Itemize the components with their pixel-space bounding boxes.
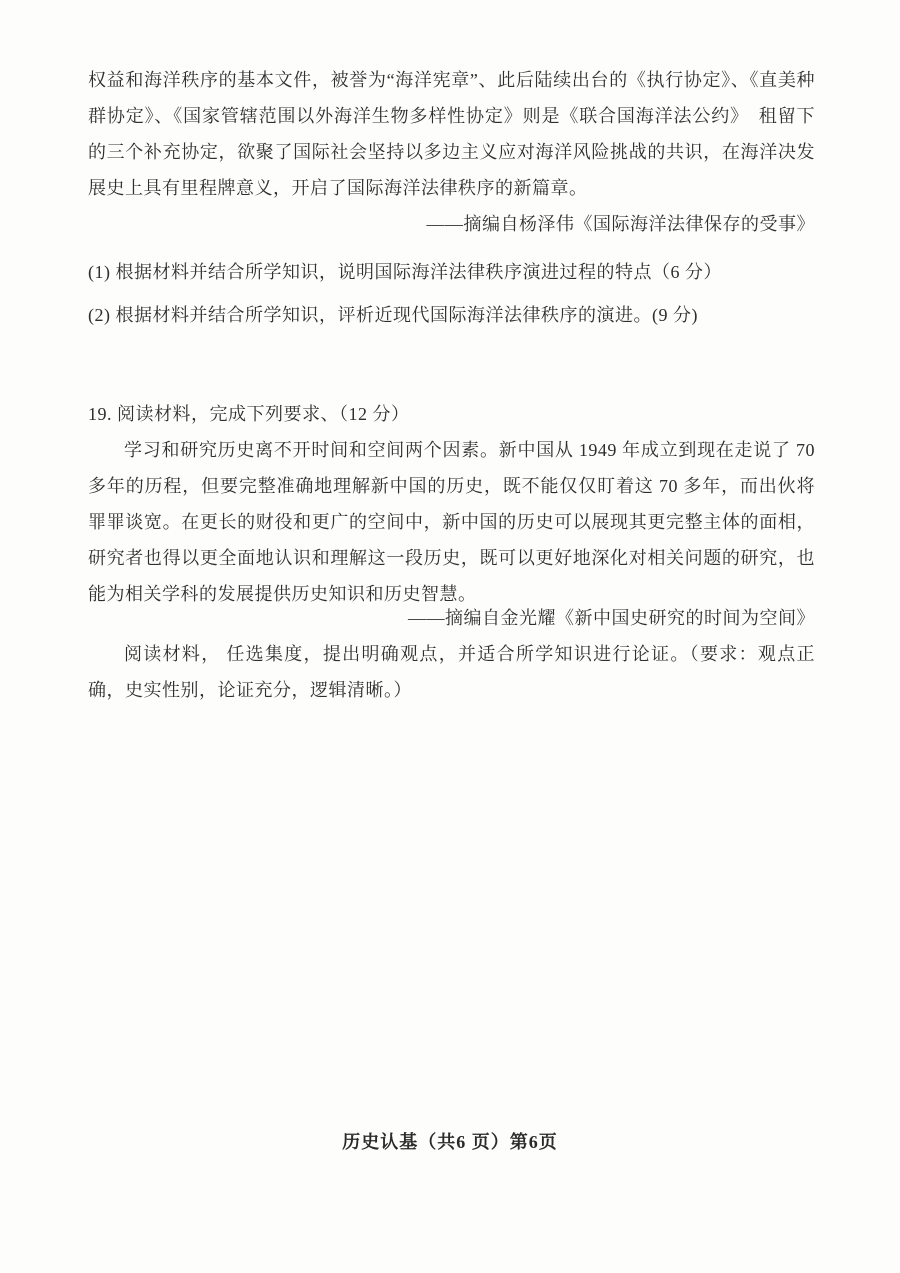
source-attribution-q18: ——摘编自杨泽伟《国际海洋法律保存的受事》: [426, 214, 815, 234]
material-paragraph-continuation: 权益和海洋秩序的基本文件，被誉为“海洋宪章”、此后陆续出台的《执行协定》、《直美种群协定》、《国家管辖范围以外海洋生物多样性协定》则是《联合国海洋法公约》 租留下的三个补充协定，欲聚了国际社会坚持以多边主义应对海洋风险挑战的共识，在海洋决发展史上具有里程牌意义，开启了国际海洋法律秩序的新篇章。: [88, 70, 815, 198]
page-content: [88, 62, 815, 708]
question-18-part-1: (1) 根据材料并结合所学知识，说明国际海洋法律秩序演进过程的特点（6 分）: [88, 262, 722, 282]
page-footer: 历史认基（共6 页）第6页: [342, 1132, 558, 1152]
question-19-task: 阅读材料， 任选集度，提出明确观点，并适合所学知识进行论证。（要求：观点正确，史实性别，论证充分，逻辑清晰。）: [88, 644, 815, 700]
question-19-material-paragraph: 学习和研究历史离不开时间和空间两个因素。新中国从 1949 年成立到现在走说了 70 多年的历程，但要完整准确地理解新中国的历史，既不能仅仅盯着这 70 多年，而出伙将罪罪谈宽。在更长的财役和更广的空间中，新中国的历史可以展现其更完整主体的面相，研究者也得以更全面地认识和理解这一段历史，既可以更好地深化对相关问题的研究，也能为相关学科的发展提供历史知识和历史智慧。: [88, 440, 815, 604]
source-attribution-q19: ——摘编自金光耀《新中国史研究的时间为空间》: [408, 608, 815, 628]
question-18-part-2: (2) 根据材料并结合所学知识，评析近现代国际海洋法律秩序的演进。(9 分): [88, 305, 698, 325]
question-19-heading: 19. 阅读材料，完成下列要求、（12 分）: [88, 404, 410, 424]
